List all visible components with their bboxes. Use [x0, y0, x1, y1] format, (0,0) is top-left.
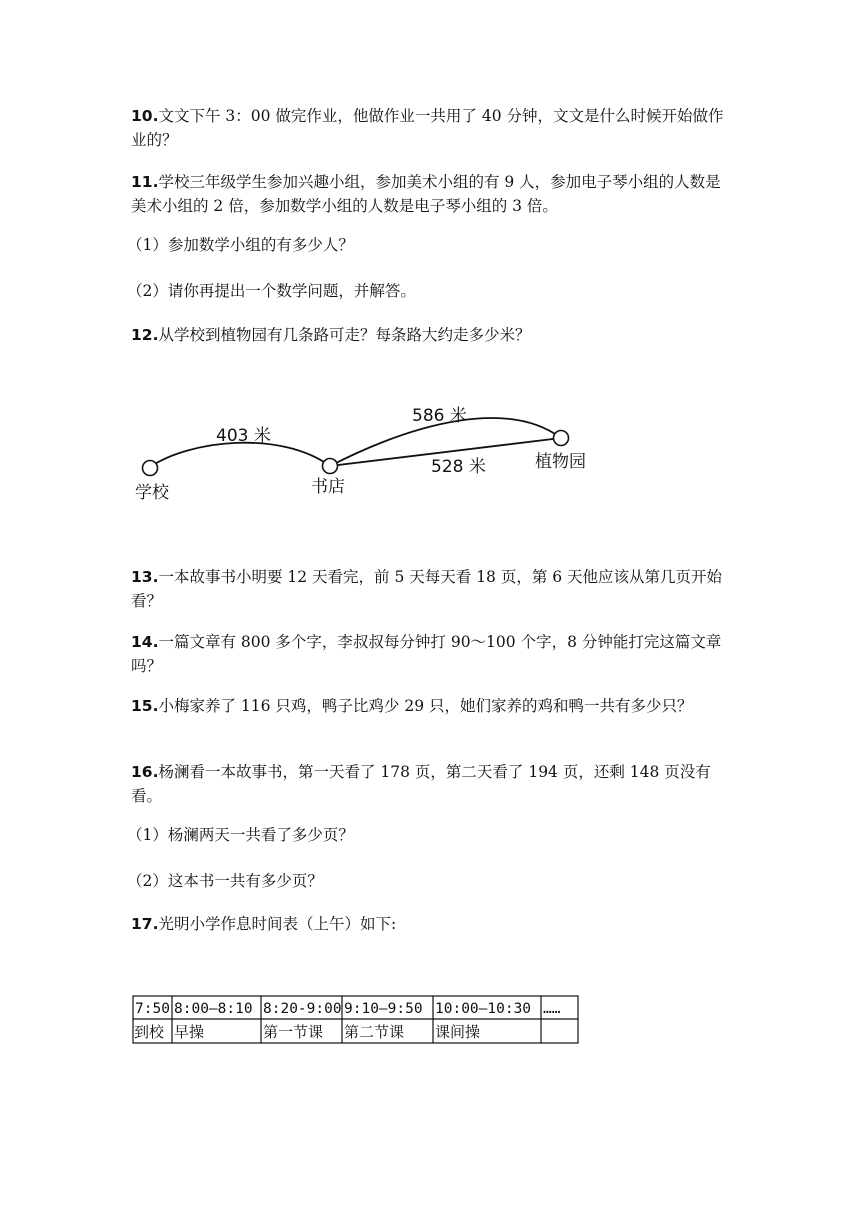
question-17: 17.光明小学作息时间表（上午）如下:: [131, 915, 397, 933]
time-cell: 8:00—8:10: [174, 1001, 253, 1017]
label-distance-403: 403 米: [216, 426, 271, 446]
label-distance-586: 586 米: [412, 406, 467, 426]
question-10: 10.文文下午 3：00 做完作业，他做作业一共用了 40 分钟，文文是什么时候开始做作业的？: [131, 107, 724, 149]
label-school: 学校: [135, 483, 169, 503]
question-15: 15.小梅家养了 116 只鸡，鸭子比鸡少 29 只，她们家养的鸡和鸭一共有多少只？: [131, 697, 693, 715]
activity-cell: 课间操: [435, 1023, 481, 1041]
activity-cell: 第二节课: [344, 1023, 405, 1041]
time-cell: ……: [543, 1001, 561, 1017]
subquestion-16-2: （2）这本书一共有多少页？: [127, 872, 323, 890]
question-13: 13.一本故事书小明要 12 天看完，前 5 天每天看 18 页，第 6 天他应该从第几页开始看？: [131, 568, 723, 610]
subquestion-16-1: （1）杨澜两天一共看了多少页？: [127, 826, 354, 844]
activity-cell: 第一节课: [263, 1023, 324, 1041]
label-bookstore: 书店: [311, 477, 345, 497]
time-cell: 8:20-9:00: [263, 1001, 342, 1017]
activity-cell: 早操: [174, 1023, 205, 1041]
question-14: 14.一篇文章有 800 多个字，李叔叔每分钟打 90～100 个字，8 分钟能打完这篇文章吗？: [131, 633, 722, 675]
subquestion-11-2: （2）请你再提出一个数学问题，并解答。: [127, 282, 416, 300]
time-cell: 10:00—10:30: [435, 1001, 532, 1017]
subquestion-11-1: （1）参加数学小组的有多少人？: [127, 236, 354, 254]
question-16: 16.杨澜看一本故事书，第一天看了 178 页，第二天看了 194 页，还剩 148 页没有看。: [131, 763, 711, 805]
label-garden: 植物园: [535, 452, 586, 472]
question-12: 12.从学校到植物园有几条路可走？每条路大约走多少米？: [131, 326, 531, 344]
question-11: 11.学校三年级学生参加兴趣小组，参加美术小组的有 9 人，参加电子琴小组的人数是美术小组的 2 倍，参加数学小组的人数是电子琴小组的 3 倍。: [131, 173, 721, 215]
label-distance-528: 528 米: [431, 457, 486, 477]
activity-cell: 到校: [134, 1023, 165, 1041]
time-cell: 9:10—9:50: [344, 1001, 423, 1017]
time-cell: 7:50: [135, 1001, 170, 1017]
